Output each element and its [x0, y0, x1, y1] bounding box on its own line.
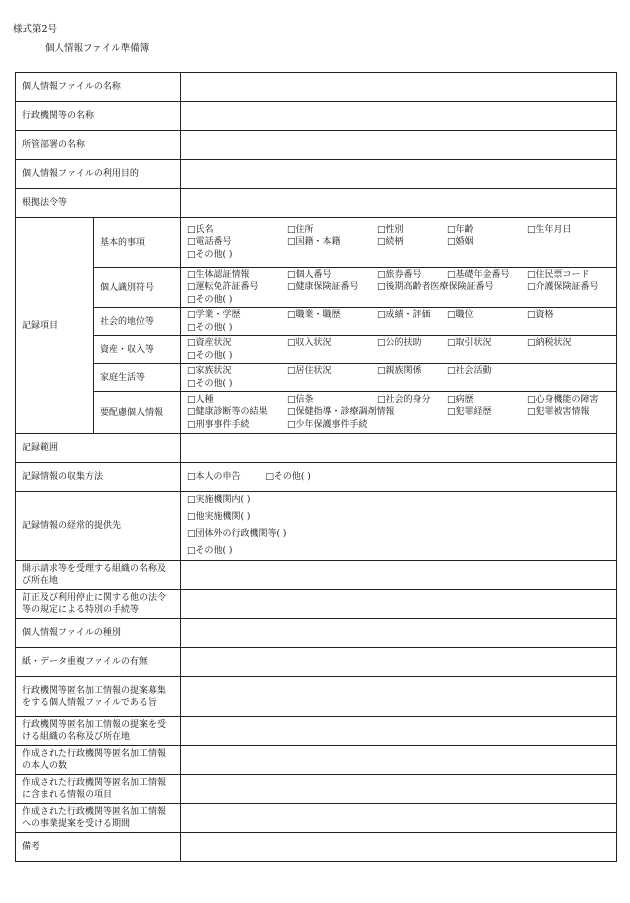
- assets-income-label: 資産・収入等: [94, 336, 181, 364]
- anon-proposal-solicitation-label: 行政機関等匿名加工情報の提案募集をする個人情報ファイルである旨: [16, 677, 181, 717]
- checkbox-option[interactable]: □社会活動: [447, 366, 492, 376]
- record-scope-label: 記録範囲: [16, 434, 181, 463]
- checkbox-option[interactable]: □国籍・本籍: [287, 237, 341, 248]
- record-scope-value[interactable]: [181, 434, 617, 463]
- checkbox-option[interactable]: □性別: [377, 224, 404, 235]
- anon-proposal-org-label: 行政機関等匿名加工情報の提案を受ける組織の名称及び所在地: [16, 717, 181, 746]
- row-department: [16, 131, 617, 160]
- checkbox-option[interactable]: □心身機能の障害: [527, 394, 599, 405]
- family-life-label: 家庭生活等: [94, 364, 181, 392]
- basic-label: 基本的事項: [94, 218, 181, 268]
- checkbox-option[interactable]: □社会的身分: [377, 394, 431, 405]
- paper-data-duplicate-value[interactable]: [181, 648, 617, 677]
- checkbox-option[interactable]: □住民票コード: [527, 269, 590, 280]
- record-items-label: 記録項目: [16, 218, 94, 434]
- basic-options: [181, 218, 617, 268]
- form-number: 様式第2号: [13, 24, 58, 35]
- legal-basis-label: 根拠法令等: [16, 189, 181, 218]
- row-agency-name: [16, 102, 617, 131]
- correction-procedures-value[interactable]: [181, 590, 617, 619]
- purpose-label: 個人情報ファイルの利用目的: [16, 160, 181, 189]
- file-type-label: 個人情報ファイルの種別: [16, 619, 181, 648]
- row-remarks: [16, 833, 617, 862]
- checkbox-option[interactable]: □取引状況: [447, 338, 492, 348]
- checkbox-option[interactable]: □公的扶助: [377, 338, 422, 348]
- checkbox-option[interactable]: □居住状況: [287, 366, 332, 376]
- social-status-label: 社会的地位等: [94, 308, 181, 336]
- anon-proposal-org-value[interactable]: [181, 717, 617, 746]
- file-name-value[interactable]: [181, 73, 617, 102]
- checkbox-option[interactable]: □職業・職歴: [287, 310, 341, 320]
- checkbox-option[interactable]: □その他( ): [187, 378, 233, 389]
- anon-person-count-value[interactable]: [181, 746, 617, 775]
- checkbox-option[interactable]: □資産状況: [187, 338, 232, 348]
- checkbox-option[interactable]: □その他( ): [265, 471, 311, 482]
- checkbox-option[interactable]: □学業・学歴: [187, 310, 241, 320]
- checkbox-option[interactable]: □後期高齢者医療保険証番号: [377, 282, 494, 293]
- register-table: [15, 72, 617, 862]
- purpose-value[interactable]: [181, 160, 617, 189]
- checkbox-option[interactable]: □納税状況: [527, 338, 572, 348]
- row-anon-info-items: [16, 775, 617, 804]
- checkbox-option[interactable]: □家族状況: [187, 366, 232, 376]
- remarks-label: 備考: [16, 833, 181, 862]
- legal-basis-value[interactable]: [181, 189, 617, 218]
- row-regular-recipients: [16, 492, 617, 561]
- sensitive-label: 要配慮個人情報: [94, 392, 181, 434]
- assets-income-options: [181, 336, 617, 364]
- file-type-value[interactable]: [181, 619, 617, 648]
- family-life-options: [181, 364, 617, 392]
- grid-spacer: [527, 236, 615, 249]
- checkbox-option[interactable]: □犯罪経歴: [447, 407, 492, 418]
- checkbox-option[interactable]: □氏名: [187, 224, 214, 235]
- row-anon-proposal-solicitation: [16, 677, 617, 717]
- anon-proposal-period-label: 作成された行政機関等匿名加工情報への事業提案を受ける期間: [16, 804, 181, 833]
- checkbox-option[interactable]: □成績・評価: [377, 310, 431, 320]
- collection-method-label: 記録情報の収集方法: [16, 463, 181, 492]
- checkbox-option[interactable]: □介護保険証番号: [527, 282, 599, 293]
- checkbox-option[interactable]: □婚姻: [447, 237, 474, 248]
- checkbox-option[interactable]: □病歴: [447, 394, 474, 405]
- checkbox-option[interactable]: □刑事事件手続: [187, 419, 250, 430]
- anon-info-items-value[interactable]: [181, 775, 617, 804]
- grid-spacer: [377, 406, 447, 419]
- agency-name-value[interactable]: [181, 102, 617, 131]
- checkbox-option[interactable]: □住所: [287, 224, 314, 235]
- checkbox-option[interactable]: □少年保護事件手続: [287, 419, 368, 430]
- row-anon-proposal-period: [16, 804, 617, 833]
- row-legal-basis: [16, 189, 617, 218]
- checkbox-option[interactable]: □信条: [287, 394, 314, 405]
- checkbox-option[interactable]: □その他( ): [187, 249, 233, 260]
- social-status-options: [181, 308, 617, 336]
- checkbox-option[interactable]: □保健指導・診療調剤情報: [287, 407, 395, 418]
- row-paper-data-duplicate: [16, 648, 617, 677]
- checkbox-option[interactable]: □運転免許証番号: [187, 282, 259, 293]
- row-record-scope: [16, 434, 617, 463]
- row-record-assets: [16, 336, 617, 364]
- agency-name-label: 行政機関等の名称: [16, 102, 181, 131]
- checkbox-option[interactable]: □実施機関内( ): [187, 495, 251, 505]
- checkbox-option[interactable]: □健康診断等の結果: [187, 407, 268, 418]
- row-record-sensitive: [16, 392, 617, 434]
- identification-label: 個人識別符号: [94, 268, 181, 308]
- checkbox-option[interactable]: □旅券番号: [377, 269, 422, 280]
- checkbox-option[interactable]: □人種: [187, 394, 214, 405]
- checkbox-option[interactable]: □親族関係: [377, 366, 422, 376]
- checkbox-option[interactable]: □生年月日: [527, 224, 572, 235]
- checkbox-option[interactable]: □生体認証情報: [187, 269, 250, 280]
- checkbox-option[interactable]: □その他( ): [187, 294, 233, 305]
- sensitive-options: [181, 392, 617, 434]
- regular-recipients-options: [181, 492, 617, 561]
- checkbox-option[interactable]: □その他( ): [187, 546, 233, 556]
- row-record-basic: [16, 218, 617, 268]
- correction-procedures-label: 訂正及び利用停止に関する他の法令等の規定による特別の手続等: [16, 590, 181, 619]
- file-name-label: 個人情報ファイルの名称: [16, 73, 181, 102]
- identification-options: [181, 268, 617, 308]
- checkbox-option[interactable]: □資格: [527, 310, 554, 320]
- anon-person-count-label: 作成された行政機関等匿名加工情報の本人の数: [16, 746, 181, 775]
- disclosure-org-value[interactable]: [181, 561, 617, 590]
- checkbox-option[interactable]: □その他( ): [187, 322, 233, 333]
- anon-info-items-label: 作成された行政機関等匿名加工情報に含まれる情報の項目: [16, 775, 181, 804]
- collection-method-options: [181, 463, 617, 492]
- checkbox-option[interactable]: □個人番号: [287, 269, 332, 280]
- checkbox-option[interactable]: □年齢: [447, 224, 474, 235]
- row-disclosure-org: [16, 561, 617, 590]
- checkbox-option[interactable]: □基礎年金番号: [447, 269, 510, 280]
- anon-proposal-solicitation-value[interactable]: [181, 677, 617, 717]
- checkbox-option[interactable]: □他実施機関( ): [187, 512, 251, 522]
- checkbox-option[interactable]: □収入状況: [287, 338, 332, 348]
- department-label: 所管部署の名称: [16, 131, 181, 160]
- checkbox-option[interactable]: □続柄: [377, 237, 404, 248]
- row-file-name: [16, 73, 617, 102]
- anon-proposal-period-value[interactable]: [181, 804, 617, 833]
- checkbox-option[interactable]: □健康保険証番号: [287, 282, 359, 293]
- document-title: 個人情報ファイル準備簿: [45, 43, 150, 54]
- row-record-social: [16, 308, 617, 336]
- remarks-value[interactable]: [181, 833, 617, 862]
- row-purpose: [16, 160, 617, 189]
- grid-spacer: [527, 365, 615, 378]
- row-anon-person-count: [16, 746, 617, 775]
- row-collection-method: [16, 463, 617, 492]
- checkbox-option[interactable]: □本人の申告: [187, 471, 241, 482]
- row-anon-proposal-org: [16, 717, 617, 746]
- department-value[interactable]: [181, 131, 617, 160]
- checkbox-option[interactable]: □団体外の行政機関等( ): [187, 529, 287, 539]
- row-record-family: [16, 364, 617, 392]
- row-correction-procedures: [16, 590, 617, 619]
- checkbox-option[interactable]: □電話番号: [187, 237, 232, 248]
- checkbox-option[interactable]: □その他( ): [187, 350, 233, 361]
- row-file-type: [16, 619, 617, 648]
- disclosure-org-label: 開示請求等を受理する組織の名称及び所在地: [16, 561, 181, 590]
- grid-spacer: [447, 281, 527, 294]
- paper-data-duplicate-label: 紙・データ重複ファイルの有無: [16, 648, 181, 677]
- regular-recipients-label: 記録情報の経常的提供先: [16, 492, 181, 561]
- row-record-identification: [16, 268, 617, 308]
- checkbox-option[interactable]: □職位: [447, 310, 474, 320]
- checkbox-option[interactable]: □犯罪被害情報: [527, 407, 590, 418]
